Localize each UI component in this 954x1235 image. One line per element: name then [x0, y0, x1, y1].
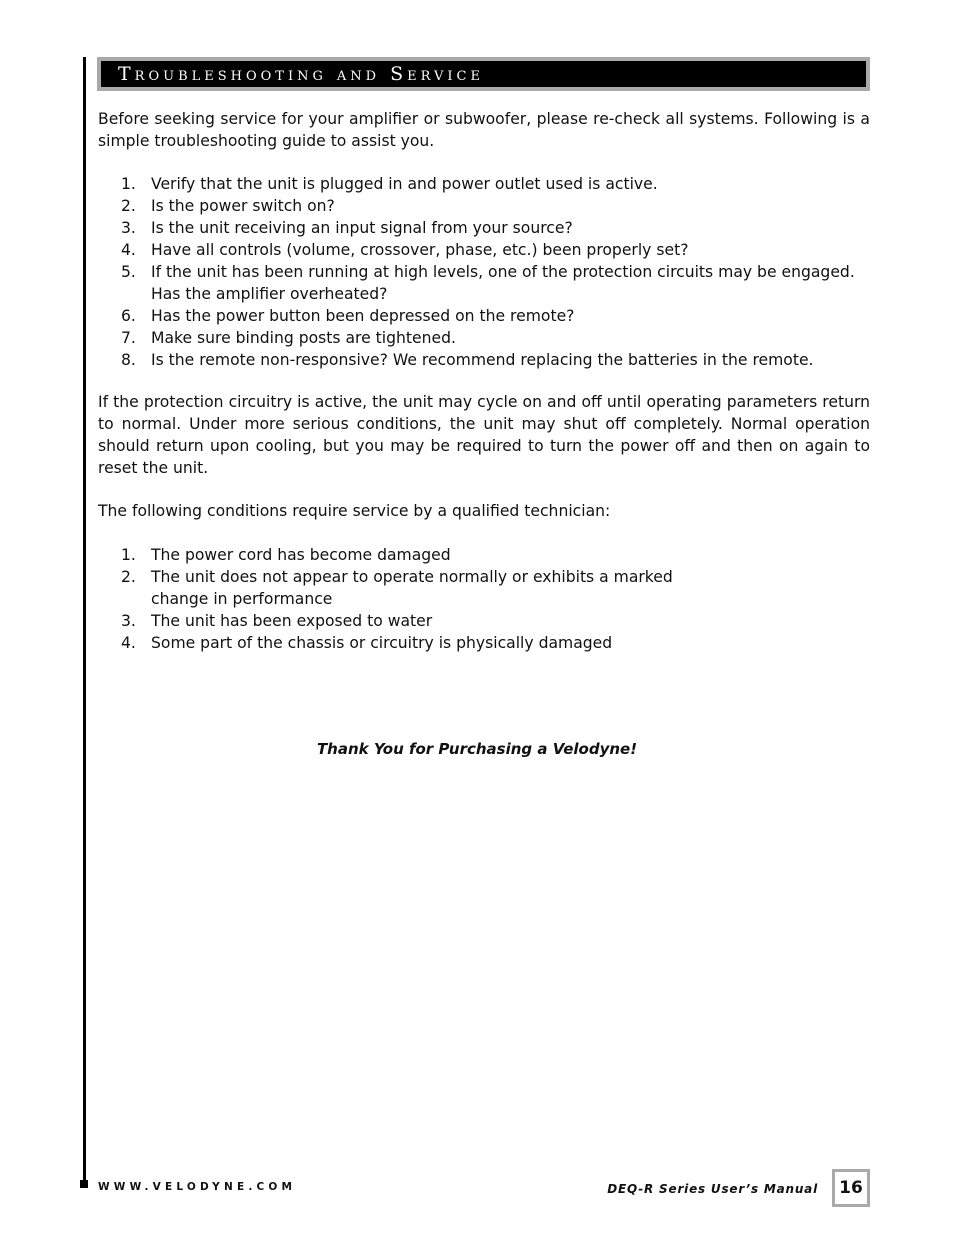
list-item	[98, 305, 870, 327]
list-text: Some part of the chassis or circuitry is physically damaged	[151, 634, 613, 652]
page-number: 16	[835, 1172, 867, 1204]
list-item	[98, 632, 870, 654]
list-number: 4.	[121, 634, 136, 652]
list-number: 1.	[121, 175, 136, 193]
list-text: Make sure binding posts are tightened.	[151, 329, 456, 347]
section-title: Troubleshooting and Service	[118, 62, 484, 85]
list-number: 8.	[121, 351, 136, 369]
service-intro: The following conditions require service by a qualified technician:	[98, 502, 611, 520]
list-text: If the unit has been running at high levels, one of the protection circuits may be engaged. Has the amplifier overheated?	[151, 263, 855, 303]
section-header	[97, 57, 870, 91]
list-number: 6.	[121, 307, 136, 325]
list-number: 7.	[121, 329, 136, 347]
list-number: 3.	[121, 219, 136, 237]
list-number: 2.	[121, 197, 136, 215]
left-margin-rule	[83, 57, 86, 1187]
list-text: The unit has been exposed to water	[151, 612, 433, 630]
list-item	[98, 261, 870, 305]
page-number-box	[832, 1169, 870, 1207]
protection-paragraph: If the protection circuitry is active, the unit may cycle on and off until operating parameters return to normal. Under more serious conditions, the unit may shut off completely. Normal operation should return upon cooling, but you may be required to turn the power off and then on again to reset the unit.	[98, 393, 870, 477]
list-number: 2.	[121, 568, 136, 586]
list-text: The power cord has become damaged	[151, 546, 451, 564]
intro-paragraph: Before seeking service for your amplifier or subwoofer, please re-check all systems. Following is a simple troubleshooting guide to assist you.	[98, 110, 870, 150]
list-number: 1.	[121, 546, 136, 564]
list-item	[98, 239, 870, 261]
list-item	[98, 610, 870, 632]
list-item	[98, 327, 870, 349]
list-text: Have all controls (volume, crossover, phase, etc.) been properly set?	[151, 241, 689, 259]
list-text: The unit does not appear to operate normally or exhibits a marked change in performance	[151, 568, 673, 608]
list-item	[98, 195, 870, 217]
list-number: 3.	[121, 612, 136, 630]
list-number: 5.	[121, 263, 136, 281]
footer-website: WWW.VELODYNE.COM	[98, 1181, 297, 1193]
list-item	[98, 349, 870, 371]
list-item	[98, 173, 870, 195]
list-item	[98, 566, 870, 610]
list-text: Verify that the unit is plugged in and power outlet used is active.	[151, 175, 658, 193]
troubleshooting-checklist	[98, 173, 870, 371]
service-conditions-list	[98, 544, 870, 654]
list-text: Is the remote non-responsive? We recommend replacing the batteries in the remote.	[151, 351, 814, 369]
list-text: Is the unit receiving an input signal from your source?	[151, 219, 573, 237]
margin-rule-marker	[80, 1180, 88, 1188]
list-item	[98, 544, 870, 566]
footer-manual-title: DEQ-R Series User’s Manual	[607, 1182, 818, 1196]
list-number: 4.	[121, 241, 136, 259]
thank-you-message: Thank You for Purchasing a Velodyne!	[316, 740, 638, 758]
section-header-bar	[101, 61, 866, 87]
list-text: Has the power button been depressed on the remote?	[151, 307, 575, 325]
list-item	[98, 217, 870, 239]
list-text: Is the power switch on?	[151, 197, 335, 215]
